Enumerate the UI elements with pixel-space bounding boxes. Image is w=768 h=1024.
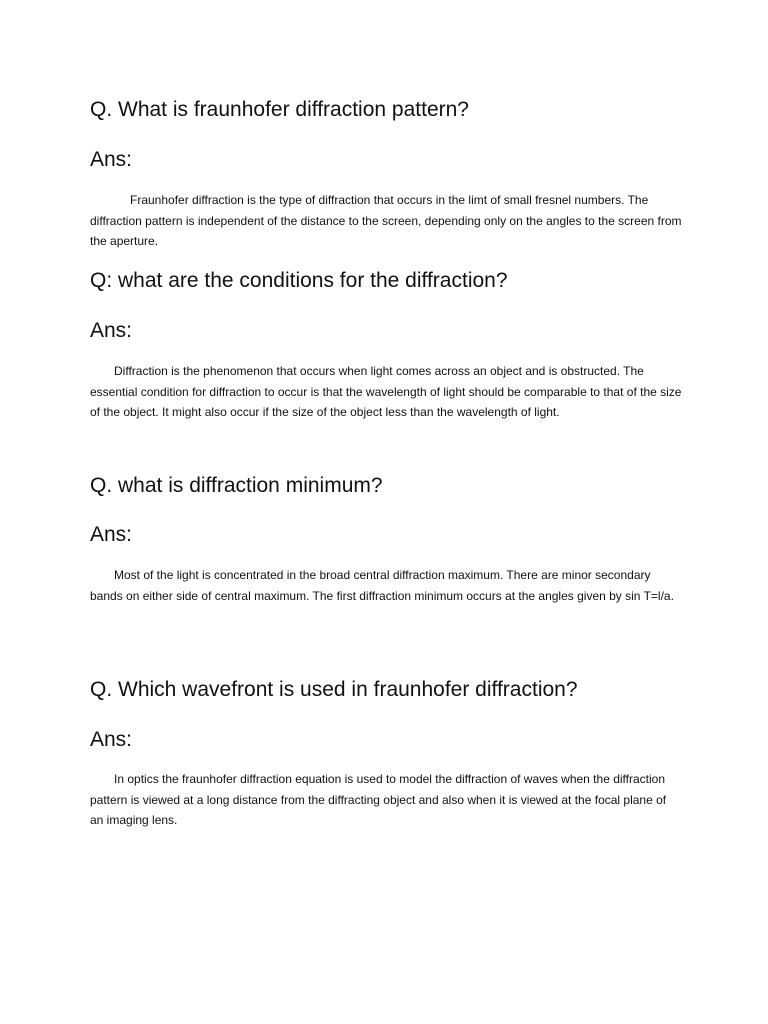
answer-3-text: Most of the light is concentrated in the broad central diffraction maximum. There are minor secondary bands on either side of central maximum. The first diffraction minimum occurs at the angles given by sin T=l/a. — [90, 568, 674, 603]
answer-2-label: Ans: — [90, 319, 133, 342]
question-2-heading: Q: what are the conditions for the diffraction? — [90, 269, 508, 292]
question-3-heading: Q. what is diffraction minimum? — [90, 474, 383, 497]
answer-1-text: Fraunhofer diffraction is the type of diffraction that occurs in the limt of small fresnel numbers. The diffraction pattern is independent of the distance to the screen, depending only on the angles to the screen from the aperture. — [90, 193, 682, 248]
answer-4-text: In optics the fraunhofer diffraction equation is used to model the diffraction of waves when the diffraction pattern is viewed at a long distance from the diffracting object and also when it is viewed at the focal plane of an imaging lens. — [90, 772, 667, 827]
question-4-heading: Q. Which wavefront is used in fraunhofer diffraction? — [90, 678, 578, 701]
answer-1-label: Ans: — [90, 148, 133, 171]
question-1-heading: Q. What is fraunhofer diffraction pattern? — [90, 98, 469, 121]
answer-3-label: Ans: — [90, 523, 133, 546]
answer-4-label: Ans: — [90, 728, 133, 751]
answer-2-text: Diffraction is the phenomenon that occurs when light comes across an object and is obstructed. The essential condition for diffraction to occur is that the wavelength of light should be comparable to that of the size of the object. It might also occur if the size of the object less than the wavelength of light. — [90, 364, 682, 419]
